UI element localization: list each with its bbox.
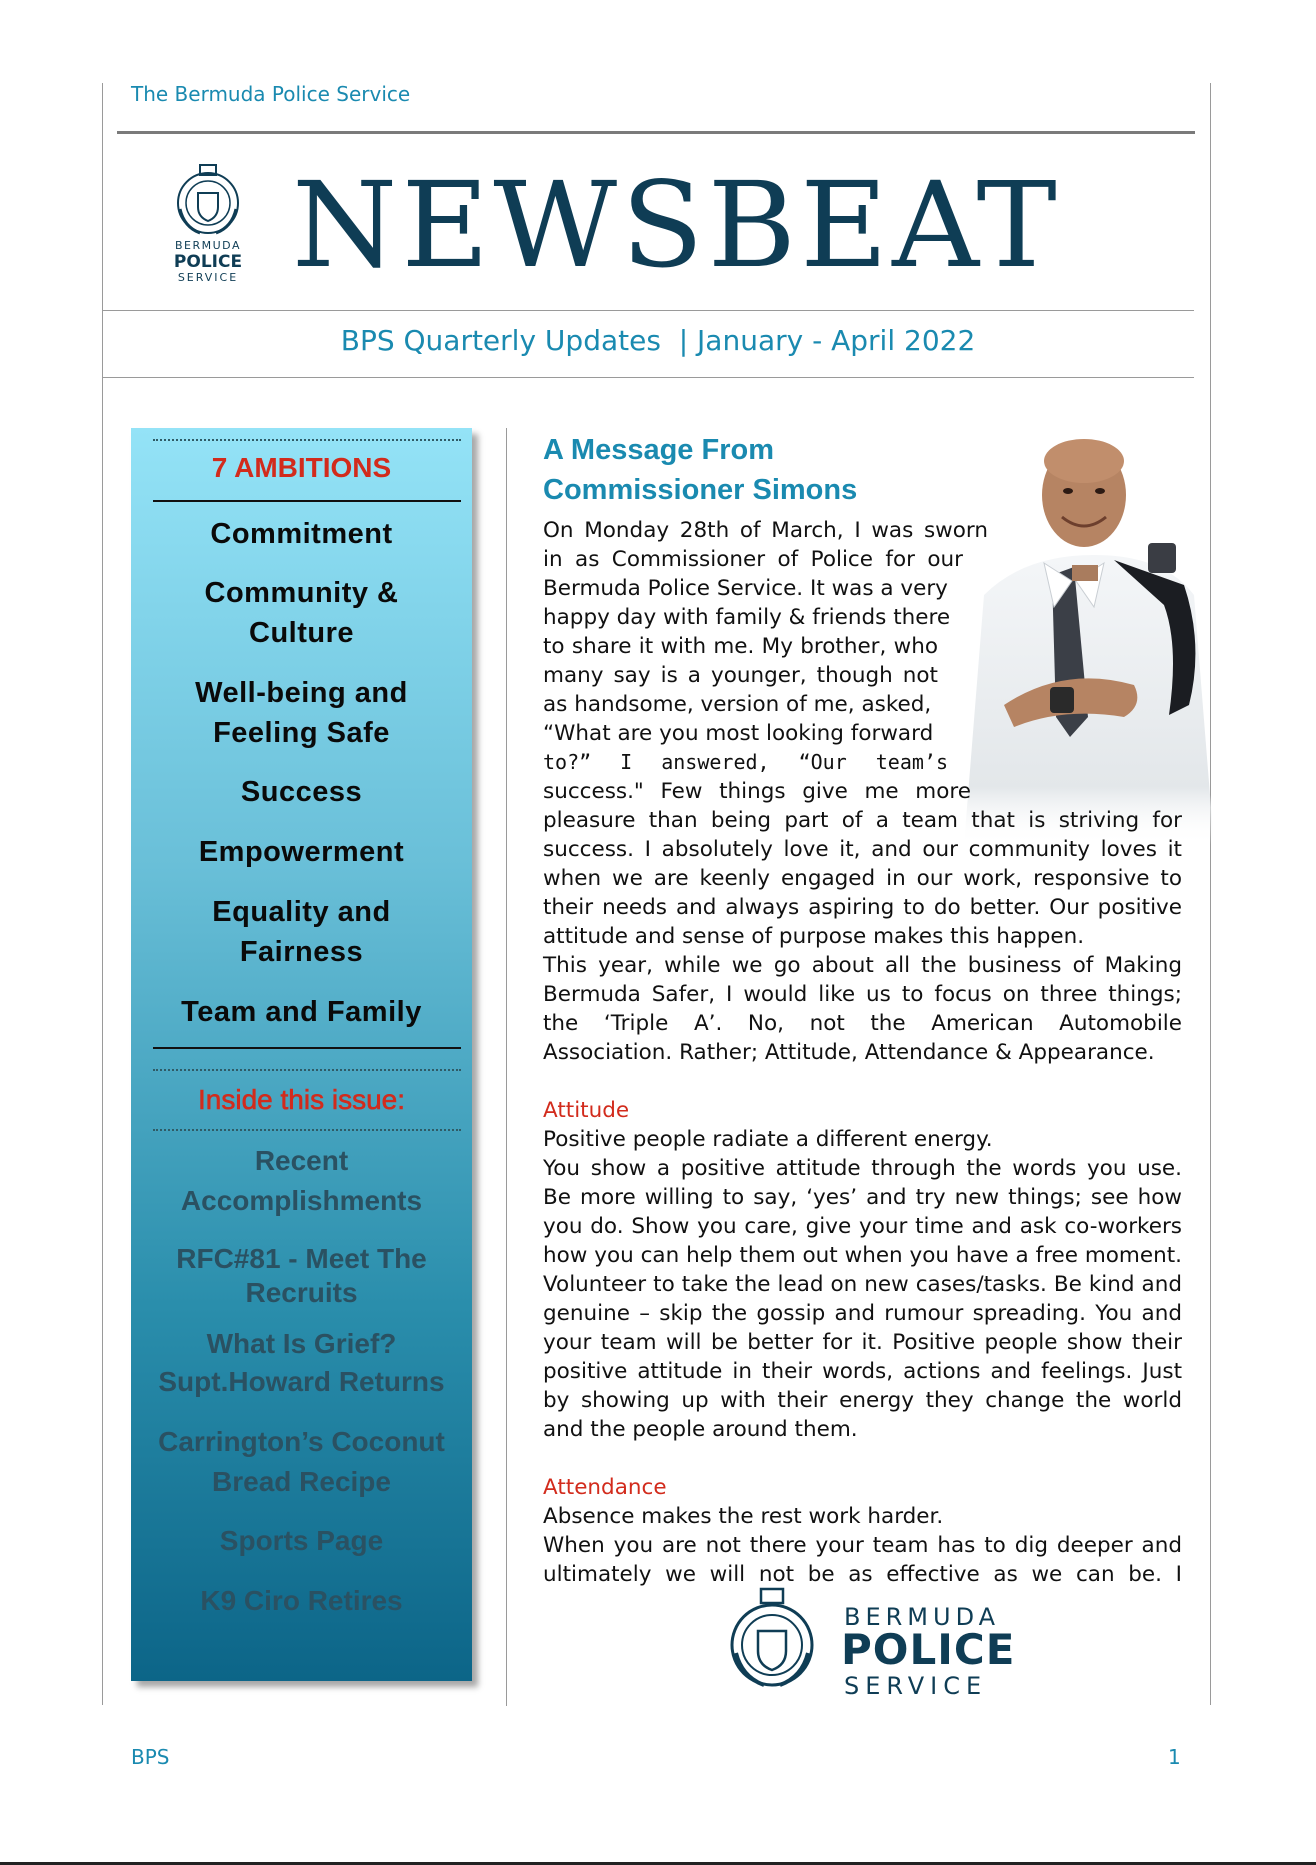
ambition-feeling-safe: Feeling Safe <box>213 717 390 749</box>
footer-logo-service: SERVICE <box>844 1672 988 1700</box>
inside-item-k9[interactable]: K9 Ciro Retires <box>200 1585 403 1616</box>
crest-text-service: SERVICE <box>177 271 239 284</box>
intro-line-4: happy day with family & friends there <box>543 605 951 630</box>
inside-item-accomplishments[interactable]: Accomplishments <box>180 1185 423 1216</box>
ambition-wellbeing: Well-being and <box>195 677 408 709</box>
intro-line-7: as handsome, version of me, asked, <box>543 692 932 717</box>
article-title-line1: A Message From <box>543 434 774 466</box>
inside-item-sports[interactable]: Sports Page <box>219 1525 384 1556</box>
intro-line-2: in as Commissioner of Police for our <box>543 547 963 572</box>
para2: This year, while we go about all the business of Making Bermuda Safer, I would like us to focus on three things; the ‘Triple A’. No, not the American Automobile Association. Rather; Attitude, Attendance & Appearance. <box>543 953 1182 1065</box>
ambition-fairness: Fairness <box>239 936 364 968</box>
sidebar-panel <box>131 428 472 1681</box>
sidebar-dotted-rule-lower <box>153 1129 461 1131</box>
intro-line-5: to share it with me. My brother, who <box>543 634 938 659</box>
sidebar-dotted-rule-mid <box>153 1069 461 1071</box>
ambitions-rule-bottom <box>153 1047 461 1049</box>
bps-crest-logo <box>172 159 244 284</box>
attitude-heading: Attitude <box>543 1098 630 1123</box>
attitude-lead: Positive people radiate a different energy. <box>543 1127 993 1152</box>
ambition-team-family: Team and Family <box>181 996 422 1028</box>
article-body <box>543 806 1182 1589</box>
issue-subtitle: BPS Quarterly Updates | January - April 2022 <box>340 324 976 357</box>
attendance-heading: Attendance <box>543 1475 667 1500</box>
footer-logo-police: POLICE <box>841 1625 1016 1674</box>
crest-text-police: POLICE <box>173 252 243 272</box>
ambitions-heading: 7 AMBITIONS <box>211 452 392 483</box>
subtitle-divider <box>102 377 1194 378</box>
inside-item-carrington[interactable]: Carrington’s Coconut <box>158 1426 445 1457</box>
inside-item-recent[interactable]: Recent <box>254 1145 349 1176</box>
ambition-community: Community & <box>204 577 399 609</box>
intro-line-9: to?” I answered, “Our team’s <box>543 750 948 774</box>
footer-org: BPS <box>131 1745 170 1769</box>
intro-line-8: “What are you most looking forward <box>543 721 934 746</box>
attendance-body: When you are not there your team has to dig deeper and ultimately we will not be as effective as we can be. I <box>543 1533 1182 1587</box>
intro-line-3: Bermuda Police Service. It was a very <box>543 576 948 601</box>
crest-large-icon <box>724 1585 820 1695</box>
org-name-header: The Bermuda Police Service <box>131 82 411 106</box>
crest-text-bermuda: BERMUDA <box>175 239 241 252</box>
article-intro-narrow <box>543 516 988 806</box>
ambition-commitment: Commitment <box>210 518 393 550</box>
commissioner-photo <box>964 425 1214 855</box>
article-title <box>543 430 857 510</box>
page-number: 1 <box>1168 1745 1181 1769</box>
header-rule <box>117 131 1195 134</box>
inside-item-grief[interactable]: What Is Grief? <box>206 1328 397 1359</box>
inside-item-bread-recipe[interactable]: Bread Recipe <box>212 1466 391 1497</box>
footer-logo-bermuda: BERMUDA <box>844 1603 1001 1631</box>
ambitions-rule-top <box>153 500 461 502</box>
commissioner-portrait-image <box>964 425 1214 855</box>
masthead-title: NEWSBEAT <box>292 156 1061 294</box>
attendance-lead: Absence makes the rest work harder. <box>543 1504 944 1529</box>
sidebar-dotted-rule-top <box>153 439 461 441</box>
ambition-empowerment: Empowerment <box>198 836 405 868</box>
ambition-success: Success <box>240 776 363 808</box>
ambition-equality: Equality and <box>212 896 391 928</box>
intro-line-10: success." Few things give me more <box>543 779 971 804</box>
article-title-line2: Commissioner Simons <box>543 474 858 506</box>
ambition-culture: Culture <box>249 617 354 649</box>
masthead-divider <box>102 310 1194 311</box>
crest-icon <box>172 159 244 239</box>
attitude-body: You show a positive attitude through the words you use. Be more willing to say, ‘yes’ and try new things; see how you do. Show you care, give your time and ask co-workers how you can help them out when you have a free moment. Volunteer to take the lead on new cases/tasks. Be kind and genuine – skip the gossip and rumour spreading. You and your team will be better for it. Positive people show their positive attitude in their words, actions and feelings. Just by showing up with their energy they change the world and the people around them. <box>543 1156 1182 1442</box>
inside-item-rfc81[interactable]: RFC#81 - Meet The <box>176 1243 427 1274</box>
inside-item-howard[interactable]: Supt.Howard Returns <box>158 1366 445 1397</box>
inside-item-recruits[interactable]: Recruits <box>245 1277 358 1308</box>
bps-footer-logo <box>724 1585 1016 1700</box>
inside-issue-heading: Inside this issue: <box>198 1084 405 1115</box>
intro-line-1: On Monday 28th of March, I was sworn <box>543 518 988 543</box>
column-divider <box>506 428 507 1706</box>
para1-continued: pleasure than being part of a team that is striving for success. I absolutely love it, and our community loves it when we are keenly engaged in our work, responsive to their needs and always aspiring to do better. Our positive attitude and sense of purpose makes this happen. <box>543 808 1182 949</box>
intro-line-6: many say is a younger, though not <box>543 663 938 688</box>
